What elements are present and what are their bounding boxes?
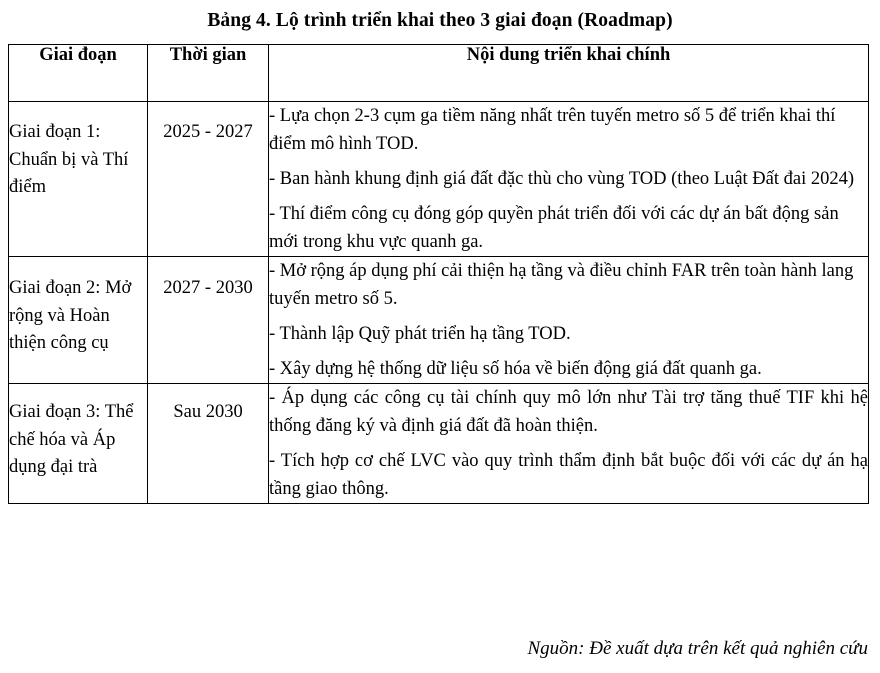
table-row xyxy=(9,257,869,384)
content-cell xyxy=(269,384,869,504)
column-header-content: Nội dung triển khai chính xyxy=(269,45,869,102)
content-bullet: - Lựa chọn 2-3 cụm ga tiềm năng nhất trên tuyến metro số 5 để triển khai thí điểm mô hình TOD. xyxy=(269,106,836,154)
content-cell xyxy=(269,257,869,384)
content-bullet: - Tích hợp cơ chế LVC vào quy trình thẩm định bắt buộc đối với các dự án hạ tầng giao thông. xyxy=(269,451,868,499)
column-header-phase: Giai đoạn xyxy=(9,45,148,102)
source-note: Nguồn: Đề xuất dựa trên kết quả nghiên cứu xyxy=(527,638,868,659)
phase-cell: Giai đoạn 1: Chuẩn bị và Thí điểm xyxy=(9,102,148,257)
content-bullet: - Thành lập Quỹ phát triển hạ tầng TOD. xyxy=(269,324,571,344)
content-bullet: - Mở rộng áp dụng phí cải thiện hạ tầng và điều chỉnh FAR trên toàn hành lang tuyến metro số 5. xyxy=(269,261,854,309)
table-row xyxy=(9,102,869,257)
table-row xyxy=(9,384,869,504)
phase-cell: Giai đoạn 3: Thể chế hóa và Áp dụng đại trà xyxy=(9,384,148,504)
table-body xyxy=(9,102,869,504)
content-bullet: - Áp dụng các công cụ tài chính quy mô lớn như Tài trợ tăng thuế TIF khi hệ thống đăng ký và định giá đất đã hoàn thiện. xyxy=(269,388,868,436)
time-cell: Sau 2030 xyxy=(148,384,269,504)
content-bullet: - Xây dựng hệ thống dữ liệu số hóa về biến động giá đất quanh ga. xyxy=(269,359,762,379)
content-bullet: - Thí điểm công cụ đóng góp quyền phát triển đối với các dự án bất động sản mới trong khu vực quanh ga. xyxy=(269,204,839,252)
page-title: Bảng 4. Lộ trình triển khai theo 3 giai đoạn (Roadmap) xyxy=(207,10,673,31)
time-cell: 2025 - 2027 xyxy=(148,102,269,257)
content-bullet: - Ban hành khung định giá đất đặc thù cho vùng TOD (theo Luật Đất đai 2024) xyxy=(269,169,855,189)
column-header-time: Thời gian xyxy=(148,45,269,102)
table-header xyxy=(9,45,869,102)
time-cell: 2027 - 2030 xyxy=(148,257,269,384)
table-header-row xyxy=(9,45,869,102)
content-cell xyxy=(269,102,869,257)
roadmap-table xyxy=(8,44,869,504)
phase-cell: Giai đoạn 2: Mở rộng và Hoàn thiện công cụ xyxy=(9,257,148,384)
